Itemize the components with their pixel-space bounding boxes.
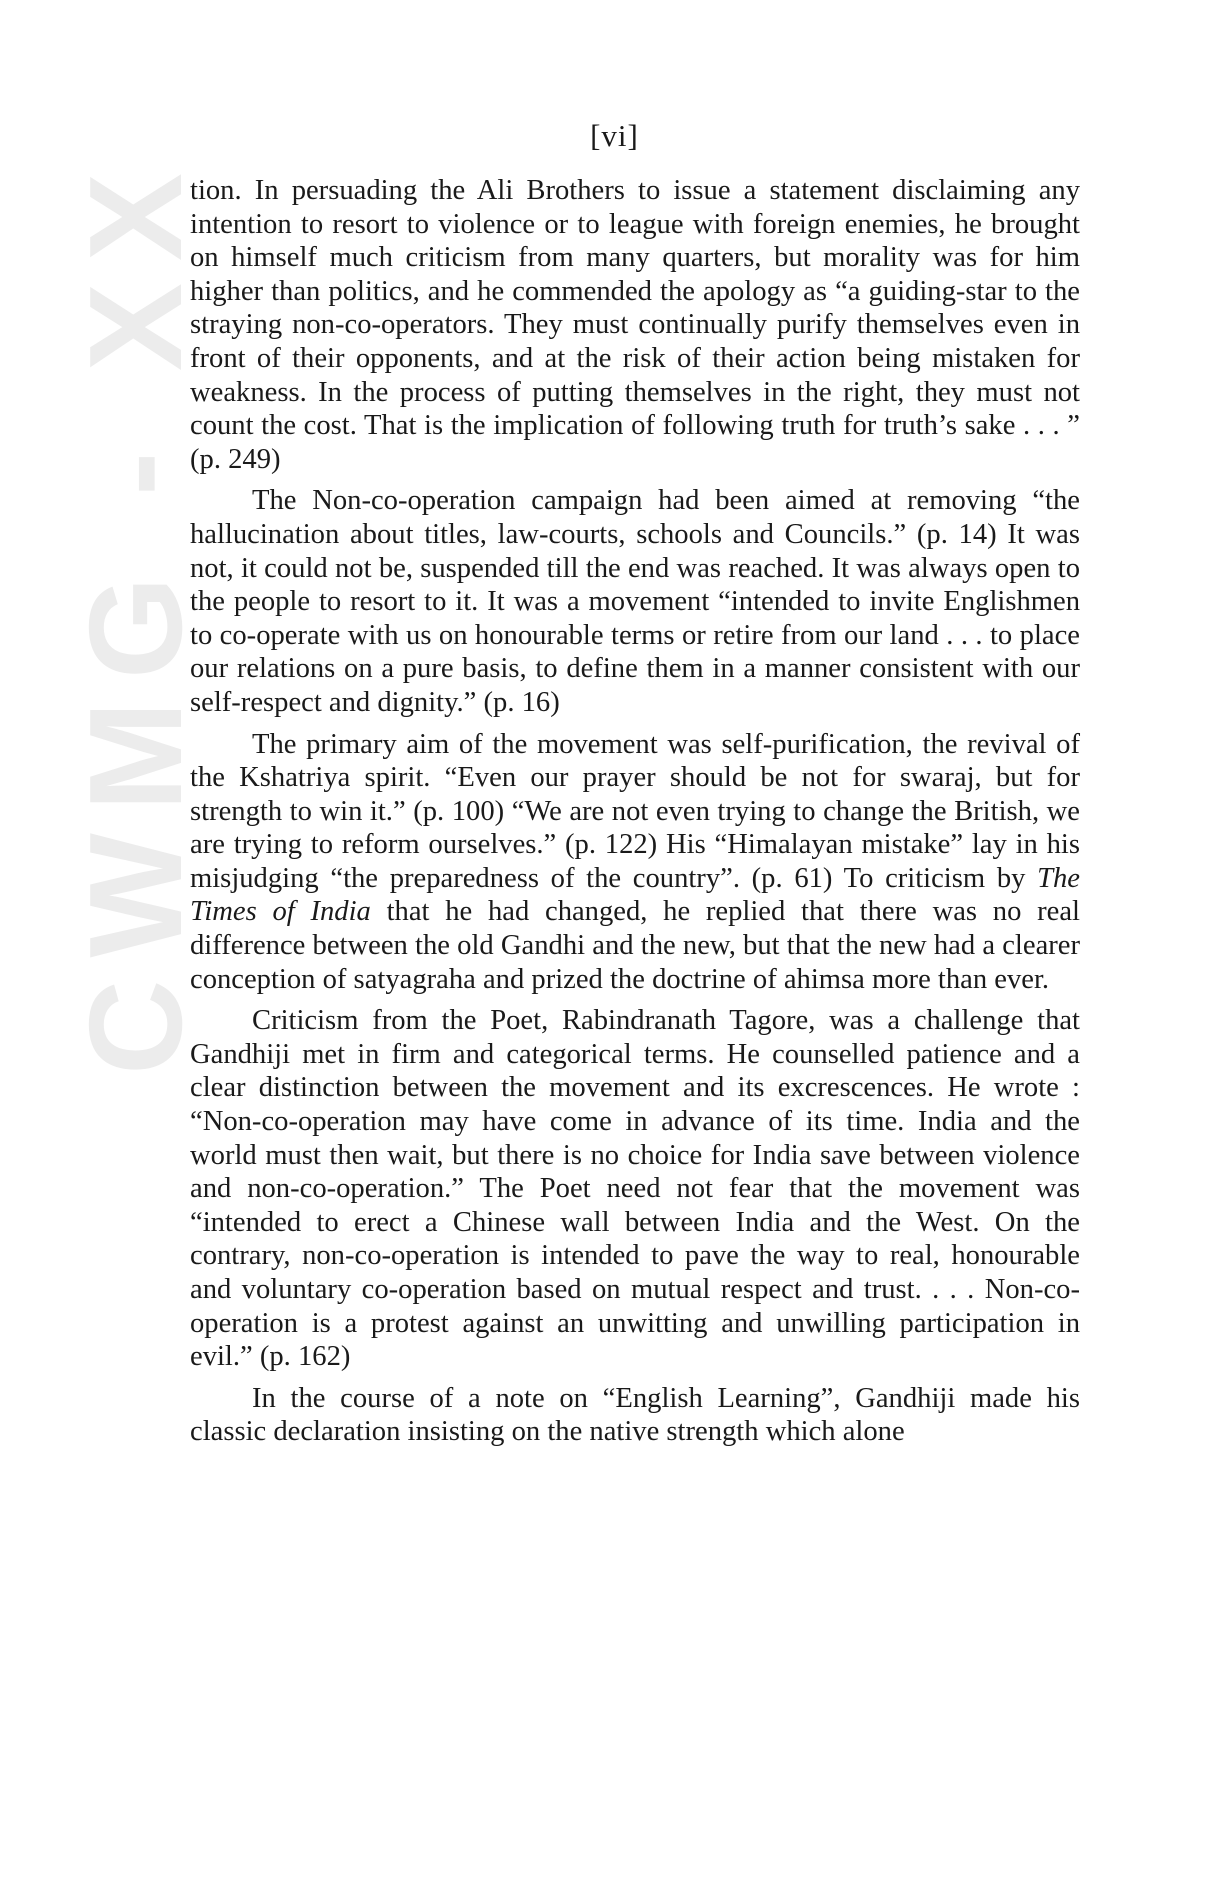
publication-title: The Times of India	[190, 862, 1080, 928]
body-text	[190, 174, 1080, 1457]
paragraph	[190, 484, 1080, 719]
paragraph	[190, 728, 1080, 997]
paragraph	[190, 1004, 1080, 1374]
watermark: CWMG - XX	[62, 151, 209, 1075]
paragraph-text: that he had changed, he replied that there was no real difference between the old Gandhi and the new, but that the new had a clearer conception of satyagraha and prized the doctrine of ahimsa more than ever.	[190, 896, 1080, 995]
paragraph-text: Criticism from the Poet, Rabindranath Tagore, was a challenge that Gandhiji met in firm and categorical terms. He counselled patience and a clear distinction between the movement and its excrescences. He wrote : “Non-co-operation may have come in advance of its time. India and the world must then wait, but there is no choice for India save between violence and non-co-operation.” The Poet need not fear that the movement was “intended to erect a Chinese wall between India and the West. On the contrary, non-co-operation is intended to pave the way to real, honourable and voluntary co-operation based on mutual respect and trust. . . . Non-co-operation is a protest against an unwitting and unwilling participation in evil.” (p. 162)	[190, 1005, 1080, 1373]
paragraph-text: The primary aim of the movement was self-purification, the revival of the Kshatriya spirit. “Even our prayer should be not for swaraj, but for strength to win it.” (p. 100) “We are not even trying to change the British, we are trying to reform ourselves.” (p. 122) His “Himalayan mistake” lay in his misjudging “the preparedness of the country”. (p. 61) To criticism by	[190, 728, 1080, 894]
page-number: [vi]	[590, 118, 639, 153]
paragraph	[190, 174, 1080, 476]
paragraph-text: tion. In persuading the Ali Brothers to issue a statement disclaiming any intention to resort to violence or to league with foreign enemies, he brought on himself much criticism from many quarters, but morality was for him higher than politics, and he commended the apology as “a guiding-star to the straying non-co-operators. They must continually purify themselves even in front of their opponents, and at the risk of their action being mistaken for weakness. In the process of putting themselves in the right, they must not count the cost. That is the implication of following truth for truth’s sake . . . ” (p. 249)	[190, 175, 1080, 475]
paragraph	[190, 1382, 1080, 1449]
paragraph-text: In the course of a note on “English Learning”, Gandhiji made his classic declaration insisting on the native strength which alone	[190, 1382, 1080, 1448]
paragraph-text: The Non-co-operation campaign had been aimed at removing “the hallucination about titles, law-courts, schools and Councils.” (p. 14) It was not, it could not be, suspended till the end was reached. It was always open to the people to resort to it. It was a movement “intended to invite Englishmen to co-operate with us on honourable terms or retire from our land . . . to place our relations on a pure basis, to define them in a manner consistent with our self-respect and dignity.” (p. 16)	[190, 485, 1080, 718]
